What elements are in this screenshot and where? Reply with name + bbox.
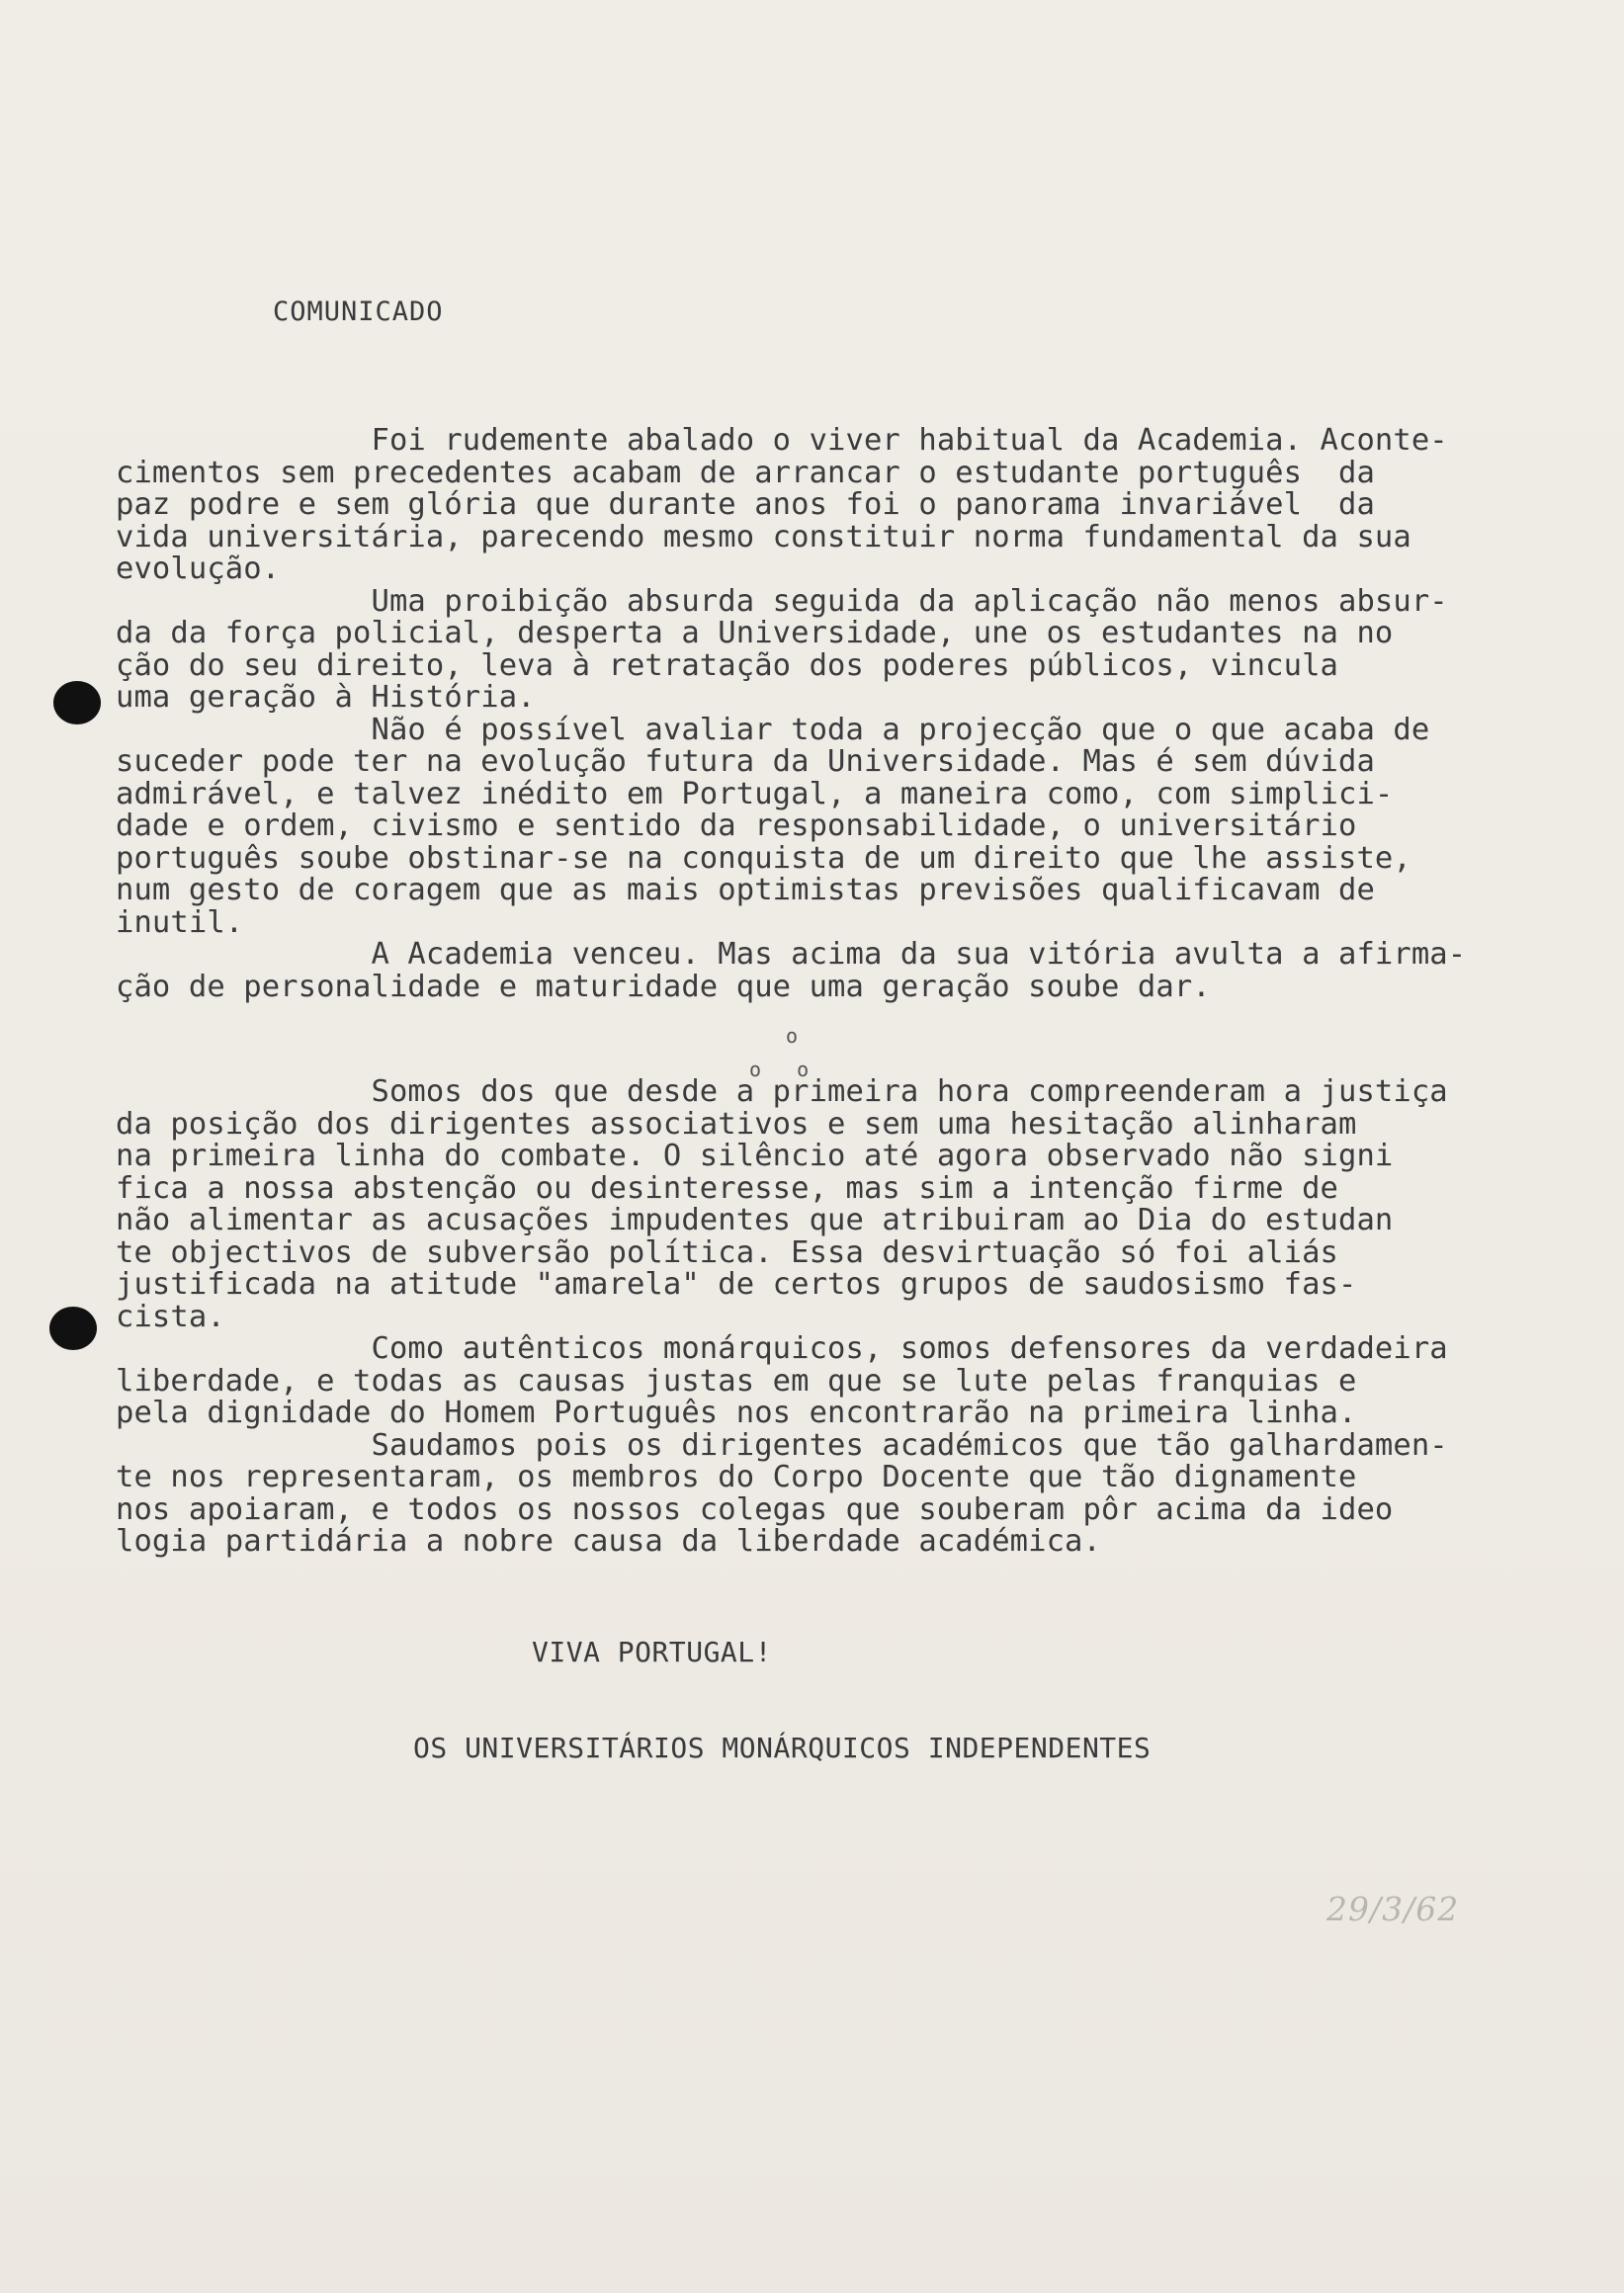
punch-hole: [49, 1307, 97, 1350]
section-separator-bottom: o o: [749, 1058, 810, 1081]
signature-line: OS UNIVERSITÁRIOS MONÁRQUICOS INDEPENDENTES: [413, 1732, 1152, 1764]
section-separator-top: o: [786, 1024, 799, 1048]
punch-hole: [53, 681, 101, 724]
body-section-2: Somos dos que desde a primeira hora compreenderam a justiça da posição dos dirigentes associativos e sem uma hesitação alinharam na primeira linha do combate. O silêncio até agora observado não signi fica a nossa abstenção ou desinteresse, mas sim a intenção firme de não alimentar as acusações impudentes que atribuiram ao Dia do estudan te objectivos de subversão política. Essa desvirtuação só foi aliás justificada na atitude "amarela" de certos grupos de saudosismo fas- cista. Como autênticos monárquicos, somos defensores da verdadeira liberdade, e todas as causas justas em que se lute pelas franquias e pela dignidade do Homem Português nos encontrarão na primeira linha. Saudamos pois os dirigentes académicos que tão galhardamen- te nos representaram, os membros do Corpo Docente que tão dignamente nos apoiaram, e todos os nossos colegas que souberam pôr acima da ideo logia partidária a nobre causa da liberdade académica.: [116, 1074, 1448, 1559]
handwritten-date: 29/3/62: [1326, 1890, 1460, 1928]
body-section-1: Foi rudemente abalado o viver habitual da Academia. Aconte- cimentos sem precedentes acabam de arrancar o estudante português da paz podre e sem glória que durante anos foi o panorama invariável da vida universitária, parecendo mesmo constituir norma fundamental da sua evolução. Uma proibição absurda seguida da aplicação não menos absur- da da força policial, desperta a Universidade, une os estudantes na no ção do seu direito, leva à retratação dos poderes públicos, vincula uma geração à História. Não é possível avaliar toda a projecção que o que acaba de suceder pode ter na evolução futura da Universidade. Mas é sem dúvida admirável, e talvez inédito em Portugal, a maneira como, com simplici- dade e ordem, civismo e sentido da responsabilidade, o universitário português soube obstinar-se na conquista de um direito que lhe assiste, num gesto de coragem que as mais optimistas previsões qualificavam de inutil. A Academia venceu. Mas acima da sua vitória avulta a afirma- ção de personalidade e maturidade que uma geração soube dar.: [116, 423, 1467, 1004]
closing-slogan: VIVA PORTUGAL!: [532, 1636, 773, 1668]
document-title: COMUNICADO: [273, 297, 444, 327]
